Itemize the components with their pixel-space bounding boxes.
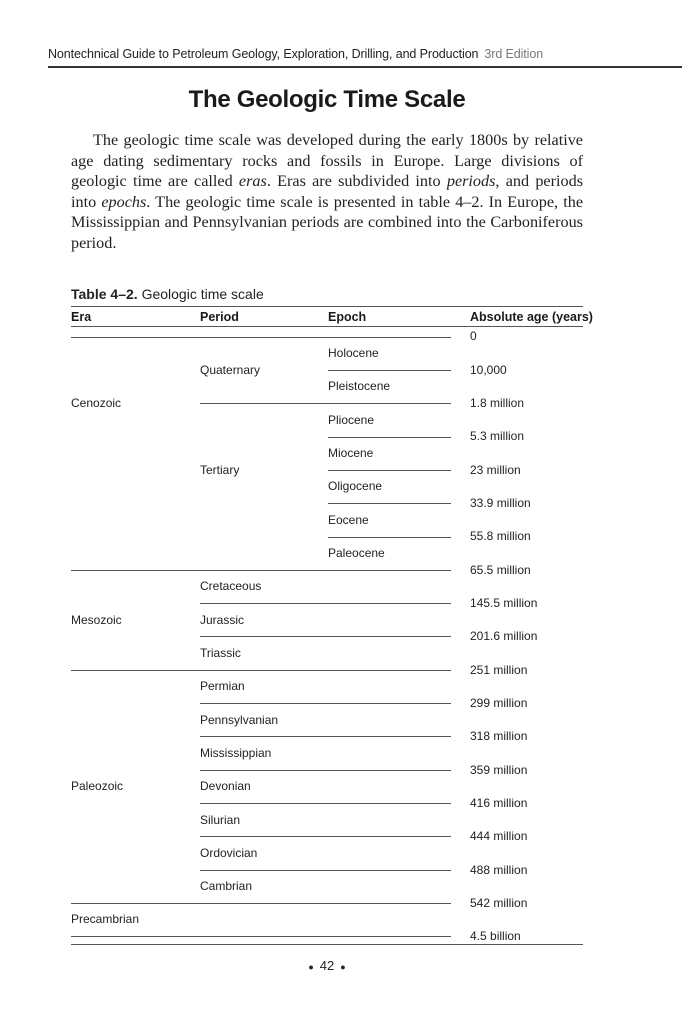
age-cell: 23 million [470,463,521,477]
period-cell: Ordovician [200,846,258,860]
header-rule [48,66,682,68]
period-cell: Cambrian [200,879,253,893]
age-cell: 299 million [470,696,528,710]
period-cell: Quaternary [200,363,261,377]
boundary-line [71,337,451,338]
era-cell: Cenozoic [71,396,122,410]
age-cell: 145.5 million [470,596,538,610]
age-cell: 488 million [470,863,528,877]
boundary-line [200,403,451,404]
age-cell: 33.9 million [470,496,531,510]
age-cell: 416 million [470,796,528,810]
boundary-line [328,470,451,471]
period-cell: Mississippian [200,746,272,760]
section-title: The Geologic Time Scale [188,86,466,113]
period-cell: Tertiary [200,463,240,477]
epoch-cell: Miocene [328,446,374,460]
epoch-cell: Holocene [328,346,379,360]
intro-text-2: . Eras are subdivided into [266,172,447,191]
boundary-line [200,770,451,771]
period-cell: Triassic [200,646,241,660]
epoch-cell: Pleistocene [328,379,391,393]
boundary-line [200,636,451,637]
boundary-line [71,903,451,904]
term-periods: periods [446,172,496,191]
age-cell: 5.3 million [470,429,525,443]
age-cell: 55.8 million [470,529,531,543]
period-cell: Cretaceous [200,579,262,593]
boundary-line [328,537,451,538]
header-underline [71,326,583,327]
book-title: Nontechnical Guide to Petroleum Geology, Exploration, Drilling, and Production [48,47,479,61]
table-caption-label: Table 4–2. [71,286,138,302]
header-absolute-age: Absolute age (years) [470,310,593,324]
table-top-rule [71,306,583,307]
boundary-line [200,803,451,804]
epoch-cell: Oligocene [328,479,383,493]
page-number-value: 42 [319,958,335,973]
table-bottom-rule [71,944,583,945]
age-cell: 10,000 [470,363,507,377]
boundary-line [200,836,451,837]
intro-paragraph [71,130,583,254]
intro-text-1: The geologic time scale was developed during the early 1800s by relative age dating sedimentary rocks and fossils in Europe. Large divisions of geologic time are called [71,131,583,191]
period-cell: Pennsylvanian [200,713,279,727]
page-number [0,958,654,973]
era-cell: Paleozoic [71,779,124,793]
boundary-line [71,936,451,937]
bullet-icon: ● [308,961,314,972]
era-cell: Precambrian [71,912,140,926]
boundary-line [200,736,451,737]
boundary-line [328,437,451,438]
boundary-line [328,503,451,504]
table-caption [71,286,264,302]
age-cell: 542 million [470,896,528,910]
period-cell: Devonian [200,779,251,793]
period-cell: Permian [200,679,245,693]
term-epochs: epochs [101,192,147,211]
age-cell: 201.6 million [470,629,538,643]
age-cell: 1.8 million [470,396,525,410]
header-era: Era [71,310,92,324]
intro-text-3: , and periods into [71,172,583,211]
era-cell: Mesozoic [71,613,122,627]
age-cell: 318 million [470,729,528,743]
table-caption-text: Geologic time scale [141,286,264,302]
period-cell: Silurian [200,813,241,827]
boundary-line [200,703,451,704]
epoch-cell: Eocene [328,513,369,527]
age-cell: 4.5 billion [470,929,521,943]
running-header [48,47,608,61]
age-cell: 359 million [470,763,528,777]
age-cell: 444 million [470,829,528,843]
epoch-cell: Paleocene [328,546,385,560]
boundary-line [200,603,451,604]
bullet-icon: ● [340,961,346,972]
boundary-line [328,370,451,371]
period-cell: Jurassic [200,613,245,627]
age-cell: 251 million [470,663,528,677]
boundary-line [71,570,451,571]
intro-text-4: . The geologic time scale is presented in table 4–2. In Europe, the Mississippian and Pennsylvanian periods are combined into the Carboniferous period. [71,192,583,252]
boundary-line [200,870,451,871]
boundary-line [71,670,451,671]
epoch-cell: Pliocene [328,413,375,427]
header-period: Period [200,310,239,324]
header-epoch: Epoch [328,310,367,324]
age-cell: 65.5 million [470,563,531,577]
age-cell: 0 [470,329,477,343]
edition-label: 3rd Edition [484,47,544,61]
term-eras: eras [238,172,267,191]
